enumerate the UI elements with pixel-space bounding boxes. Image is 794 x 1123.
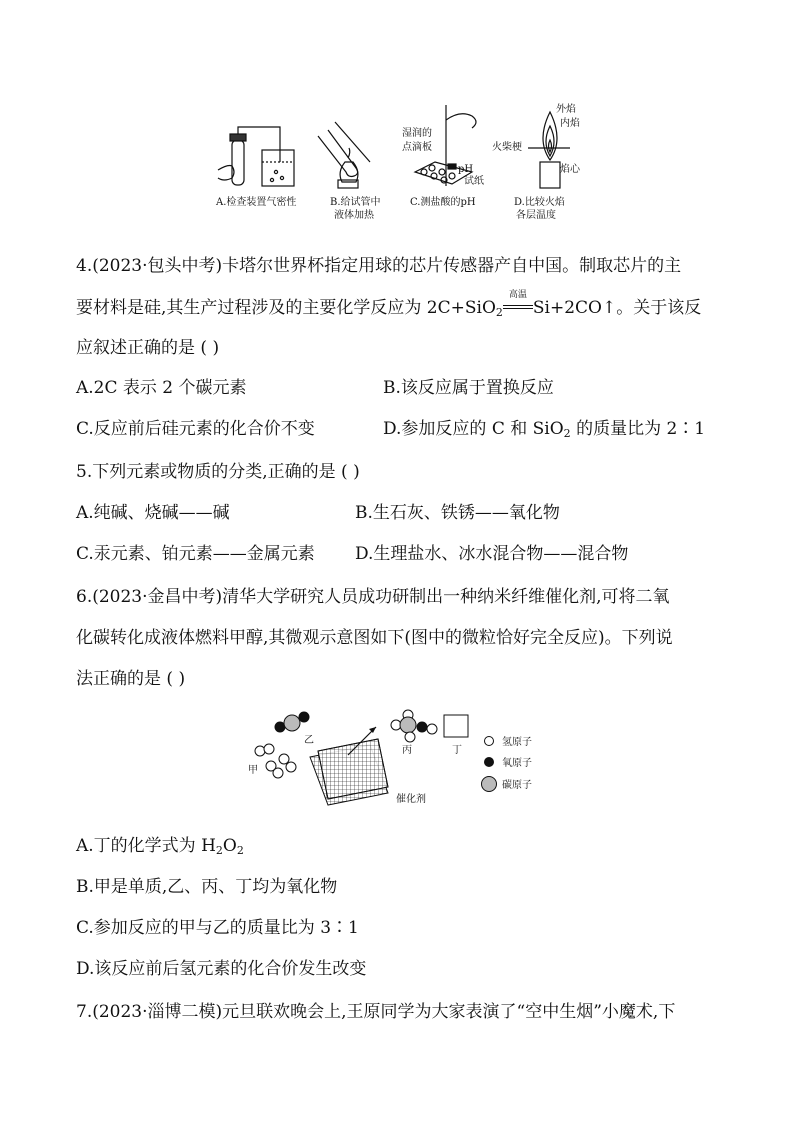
legend-oxygen-label: 氧原子	[502, 758, 532, 769]
q6-option-a	[76, 834, 244, 858]
q4-stem-line2	[76, 290, 702, 320]
co2-molecule	[275, 712, 309, 732]
molecular-reaction-figure	[238, 705, 558, 810]
label-inner-flame: 内焰	[560, 118, 580, 129]
label-test-paper: 试纸	[464, 176, 484, 187]
q6-option-a-sub1: 2	[215, 844, 223, 857]
label-match-stick: 火柴梗	[492, 142, 522, 153]
q6-stem-line2: 化碳转化成液体燃料甲醇,其微观示意图如下(图中的微粒恰好完全反应)。下列说	[76, 628, 673, 648]
label-spot-plate: 点滴板	[402, 142, 432, 153]
legend-carbon-icon	[482, 777, 497, 792]
q5-stem: 5.下列元素或物质的分类,正确的是 ( )	[76, 462, 360, 482]
methanol-molecule	[391, 710, 437, 742]
q4-option-b: B.该反应属于置换反应	[383, 378, 554, 398]
q4-stem-line3: 应叙述正确的是 ( )	[76, 338, 220, 358]
label-catalyst: 催化剂	[396, 794, 426, 805]
label-yi: 乙	[304, 735, 314, 746]
q6-option-a-sub2: 2	[236, 844, 244, 857]
q5-option-c: C.汞元素、铂元素——金属元素	[76, 544, 315, 564]
caption-d-line1: D.比较火焰	[514, 197, 565, 208]
legend-hydrogen-label: 氢原子	[502, 737, 532, 748]
reaction-condition	[503, 290, 533, 320]
q7-stem-line1: 7.(2023·淄博二模)元旦联欢晚会上,王原同学为大家表演了“空中生烟”小魔术,下	[76, 1002, 676, 1022]
q4-option-d-ratio: 的质量比为 2∶1	[570, 419, 706, 439]
q6-stem-line1: 6.(2023·金昌中考)清华大学研究人员成功研制出一种纳米纤维催化剂,可将二氧	[76, 587, 670, 607]
label-jia: 甲	[248, 765, 258, 776]
label-wet: 湿润的	[402, 128, 432, 139]
arrow-head	[369, 727, 376, 733]
q4-option-d	[383, 417, 705, 441]
legend-oxygen-icon	[485, 758, 494, 767]
caption-b-line1: B.给试管中	[330, 197, 381, 208]
q6-stem-line3: 法正确的是 ( )	[76, 669, 186, 689]
lab-operations-figure	[210, 100, 630, 225]
q6-option-c: C.参加反应的甲与乙的质量比为 3∶1	[76, 918, 359, 938]
reaction-condition-label: 高温	[508, 290, 527, 300]
ding-box	[444, 715, 468, 737]
label-ding: 丁	[452, 745, 462, 756]
q4-option-a: A.2C 表示 2 个碳元素	[76, 378, 247, 398]
caption-b-line2: 液体加热	[334, 210, 374, 221]
q4-option-d-subscript: 2	[563, 427, 571, 440]
hydrogen-molecules	[255, 744, 296, 778]
label-outer-flame: 外焰	[556, 104, 576, 115]
q4-sio2-subscript: 2	[495, 306, 503, 319]
q6-option-a-o: O	[222, 836, 237, 856]
caption-a: A.检查装置气密性	[216, 197, 297, 208]
legend-carbon-label: 碳原子	[502, 780, 532, 791]
legend-hydrogen-icon	[485, 737, 494, 746]
label-bing: 丙	[402, 745, 412, 756]
label-ph: pH	[458, 164, 474, 175]
q4-equation-left: 要材料是硅,其生产过程涉及的主要化学反应为 2C+SiO	[76, 298, 496, 318]
q5-option-a: A.纯碱、烧碱——碱	[76, 503, 230, 523]
q4-option-d-text: D.参加反应的 C 和 SiO	[383, 419, 564, 439]
q5-option-b: B.生石灰、铁锈——氧化物	[355, 503, 560, 523]
gas-tightness-apparatus	[218, 127, 294, 186]
q4-equation-right: Si+2CO↑。关于该反	[532, 298, 702, 318]
q4-stem-line1: 4.(2023·包头中考)卡塔尔世界杯指定用球的芯片传感器产自中国。制取芯片的主	[76, 256, 682, 276]
caption-c: C.测盐酸的pH	[410, 197, 476, 208]
label-flame-core: 焰心	[560, 164, 580, 175]
catalyst-sheets	[310, 739, 388, 805]
q6-option-a-text: A.丁的化学式为 H	[76, 836, 216, 856]
test-tube-heating-apparatus	[318, 122, 370, 188]
caption-d-line2: 各层温度	[516, 210, 556, 221]
q6-option-b: B.甲是单质,乙、丙、丁均为氧化物	[76, 877, 338, 897]
legend	[482, 735, 533, 792]
q4-option-c: C.反应前后硅元素的化合价不变	[76, 419, 315, 439]
q5-option-d: D.生理盐水、冰水混合物——混合物	[355, 544, 629, 564]
q6-option-d: D.该反应前后氢元素的化合价发生改变	[76, 959, 367, 979]
